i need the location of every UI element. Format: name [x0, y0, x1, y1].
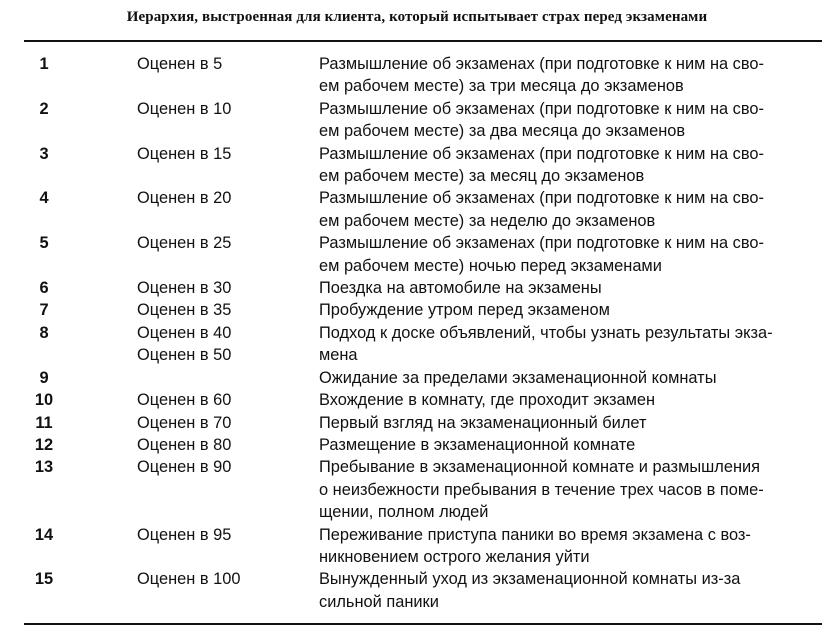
description-line: о неизбежности пребывания в течение трех часов в поме- [319, 480, 764, 499]
rating-text: Оценен в 90 [137, 458, 232, 477]
table-row [24, 456, 822, 523]
description-cell [319, 98, 822, 143]
rating-cell [137, 389, 231, 411]
rating-cell [137, 568, 240, 590]
rating-text: Оценен в 35 [137, 301, 232, 320]
description-cell [319, 389, 822, 411]
description-line: Вынужденный уход из экзаменационной комнаты из-за [319, 570, 741, 589]
table-row [24, 187, 822, 232]
table-row [24, 322, 822, 367]
description-line: ем рабочем месте) за месяц до экзаменов [319, 167, 645, 186]
rating-text: Оценен в 70 [137, 413, 232, 432]
row-number: 8 [39, 323, 49, 342]
description-cell [319, 412, 822, 434]
rating-text: Оценен в 100 [137, 570, 241, 589]
row-number: 7 [39, 301, 49, 320]
row-number: 3 [39, 144, 49, 163]
description-line: Размышление об экзаменах (при подготовке к ним на сво- [319, 55, 764, 73]
row-number: 12 [34, 435, 54, 454]
row-number: 11 [35, 413, 53, 432]
table-title: Иерархия, выстроенная для клиента, который испытывает страх перед экзаменами [126, 9, 708, 25]
hierarchy-table [24, 53, 822, 613]
row-number: 1 [39, 55, 49, 73]
description-line: Размышление об экзаменах (при подготовке к ним на сво- [319, 189, 764, 208]
description-line: мена [319, 346, 358, 365]
description-line: Пробуждение утром перед экзаменом [319, 301, 610, 320]
rating-cell [137, 53, 222, 75]
row-number: 15 [34, 570, 54, 589]
description-line: Первый взгляд на экзаменационный билет [319, 413, 647, 432]
description-line: ем рабочем месте) за три месяца до экзаменов [319, 77, 684, 96]
row-number: 4 [39, 189, 49, 208]
description-line: Размышление об экзаменах (при подготовке к ним на сво- [319, 234, 764, 253]
description-line: щении, полном людей [319, 503, 489, 522]
description-cell [319, 434, 822, 456]
table-row [24, 412, 822, 434]
description-line: Пребывание в экзаменационной комнате и размышления [319, 458, 761, 477]
rating-cell [137, 524, 231, 546]
description-line: Размещение в экзаменационной комнате [319, 435, 636, 454]
rating-cell [137, 232, 231, 254]
rating-text: Оценен в 25 [137, 234, 232, 253]
rating-text: Оценен в 20 [137, 189, 232, 208]
description-cell [319, 187, 822, 232]
description-line: ем рабочем месте) за неделю до экзаменов [319, 211, 656, 230]
rating-text: Оценен в 80 [137, 435, 232, 454]
description-cell [319, 232, 822, 277]
table-row [24, 277, 822, 299]
rating-text: Оценен в 40 [137, 323, 232, 342]
description-cell [319, 299, 822, 321]
table-row [24, 53, 822, 98]
rating-text: Оценен в 50 [137, 346, 232, 365]
table-row [24, 568, 822, 613]
description-line: ем рабочем месте) ночью перед экзаменами [319, 256, 662, 275]
description-line: Размышление об экзаменах (при подготовке к ним на сво- [319, 99, 764, 118]
table-row [24, 98, 822, 143]
bottom-rule [24, 623, 822, 625]
description-cell [319, 322, 822, 367]
description-cell [319, 524, 822, 569]
top-rule [24, 40, 822, 42]
table-row [24, 524, 822, 569]
rating-text: Оценен в 60 [137, 391, 232, 410]
description-line: ем рабочем месте) за два месяца до экзаменов [319, 122, 686, 141]
table-row [24, 434, 822, 456]
table-row [24, 367, 822, 389]
row-number: 13 [34, 458, 54, 477]
description-cell [319, 456, 822, 523]
description-cell [319, 277, 822, 299]
row-number: 2 [39, 99, 49, 118]
row-number: 6 [39, 279, 49, 298]
description-cell [319, 367, 822, 389]
description-cell [319, 143, 822, 188]
rating-cell [137, 456, 231, 478]
row-number: 9 [39, 368, 49, 387]
description-line: никновением острого желания уйти [319, 547, 590, 566]
rating-text: Оценен в 5 [137, 55, 223, 73]
rating-cell [137, 412, 231, 434]
table-row [24, 232, 822, 277]
rating-cell [137, 187, 231, 209]
description-cell [319, 53, 822, 98]
description-line: Переживание приступа паники во время экзамена с воз- [319, 525, 751, 544]
rating-text: Оценен в 15 [137, 144, 232, 163]
table-row [24, 299, 822, 321]
description-line: Размышление об экзаменах (при подготовке к ним на сво- [319, 144, 764, 163]
rating-cell [137, 434, 231, 456]
table-row [24, 389, 822, 411]
description-line: Подход к доске объявлений, чтобы узнать результаты экза- [319, 323, 773, 342]
description-line: сильной паники [319, 592, 439, 611]
rating-text: Оценен в 95 [137, 525, 232, 544]
row-number: 14 [34, 525, 54, 544]
rating-cell [137, 322, 231, 367]
table-row [24, 143, 822, 188]
rating-cell [137, 98, 231, 120]
description-line: Ожидание за пределами экзаменационной комнаты [319, 368, 717, 387]
description-line: Вхождение в комнату, где проходит экзамен [319, 391, 656, 410]
rating-cell [137, 277, 231, 299]
row-number: 5 [39, 234, 49, 253]
description-line: Поездка на автомобиле на экзамены [319, 279, 602, 298]
rating-text: Оценен в 10 [137, 99, 232, 118]
rating-cell [137, 299, 231, 321]
description-cell [319, 568, 822, 613]
rating-cell [137, 143, 231, 165]
row-number: 10 [34, 391, 54, 410]
rating-text: Оценен в 30 [137, 279, 232, 298]
